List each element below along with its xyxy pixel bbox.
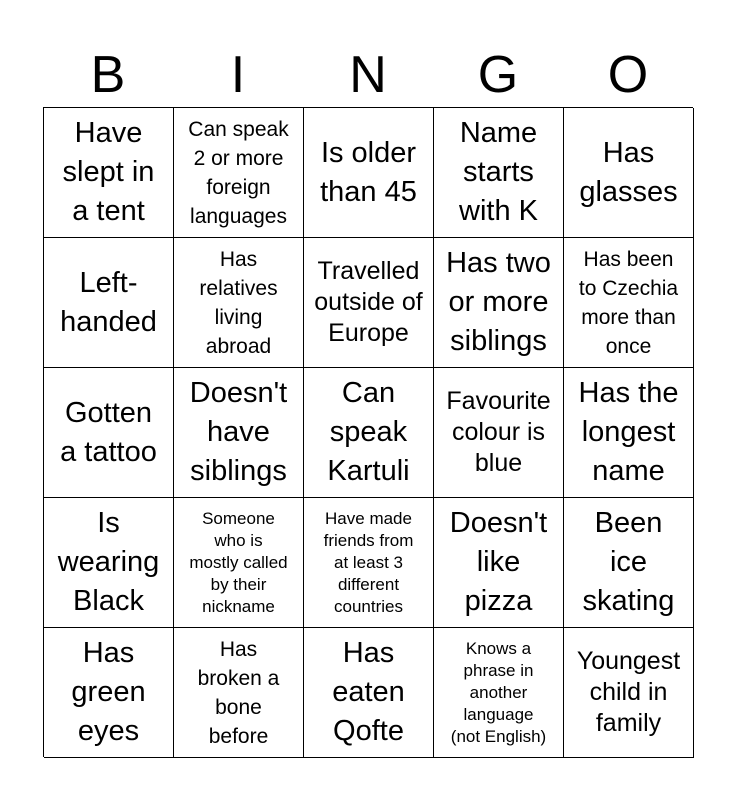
bingo-cell[interactable] xyxy=(44,108,174,238)
bingo-cell[interactable] xyxy=(174,498,304,628)
bingo-cell[interactable] xyxy=(304,628,434,758)
bingo-cell-text: Been ice skating xyxy=(582,507,675,617)
bingo-cell-text: Left- handed xyxy=(60,266,157,338)
bingo-cell[interactable] xyxy=(434,238,564,368)
bingo-cell[interactable] xyxy=(564,368,694,498)
bingo-cell-text: Favourite colour is blue xyxy=(446,387,551,477)
bingo-cell-text: Has green eyes xyxy=(71,637,146,747)
bingo-header xyxy=(43,44,693,106)
bingo-cell-text: Doesn't like pizza xyxy=(449,507,548,617)
bingo-cell-text: Has broken a bone before xyxy=(197,637,280,748)
header-letter-b: B xyxy=(90,46,126,104)
bingo-cell[interactable] xyxy=(564,238,694,368)
bingo-cell[interactable] xyxy=(304,498,434,628)
bingo-cell-text: Name starts with K xyxy=(459,117,538,227)
bingo-cell[interactable] xyxy=(434,628,564,758)
bingo-cell[interactable] xyxy=(44,628,174,758)
bingo-cell-text: Knows a phrase in another language (not English) xyxy=(450,638,547,746)
bingo-cell-text: Has glasses xyxy=(579,136,678,208)
bingo-cell-text: Gotten a tattoo xyxy=(60,396,157,468)
header-letter-i: I xyxy=(230,46,246,104)
bingo-cell-text: Doesn't have siblings xyxy=(189,377,288,487)
bingo-cell[interactable] xyxy=(564,628,694,758)
bingo-cell-text: Have made friends from at least 3 different countries xyxy=(323,508,414,616)
bingo-cell-text: Can speak 2 or more foreign languages xyxy=(188,117,289,228)
bingo-cell[interactable] xyxy=(174,368,304,498)
bingo-cell-text: Have slept in a tent xyxy=(62,117,155,227)
bingo-cell[interactable] xyxy=(174,238,304,368)
bingo-cell-text: Has the longest name xyxy=(578,377,679,487)
bingo-cell-text: Can speak Kartuli xyxy=(327,377,410,487)
bingo-cell[interactable] xyxy=(304,238,434,368)
bingo-cell[interactable] xyxy=(564,108,694,238)
header-letter-g: G xyxy=(477,46,519,104)
bingo-cell-text: Is older than 45 xyxy=(320,136,417,208)
bingo-cell[interactable] xyxy=(304,368,434,498)
bingo-cell-text: Has two or more siblings xyxy=(446,247,551,357)
bingo-cell[interactable] xyxy=(304,108,434,238)
bingo-cell-text: Has eaten Qofte xyxy=(332,637,405,747)
bingo-cell-text: Someone who is mostly called by their nickname xyxy=(189,508,288,616)
bingo-cell[interactable] xyxy=(434,108,564,238)
bingo-cell[interactable] xyxy=(434,498,564,628)
bingo-cell[interactable] xyxy=(564,498,694,628)
bingo-cell-text: Has relatives living abroad xyxy=(199,247,278,358)
bingo-cell[interactable] xyxy=(44,238,174,368)
bingo-cell[interactable] xyxy=(44,368,174,498)
bingo-cell[interactable] xyxy=(434,368,564,498)
bingo-grid xyxy=(43,107,693,757)
bingo-cell-text: Has been to Czechia more than once xyxy=(578,247,679,358)
bingo-cell[interactable] xyxy=(44,498,174,628)
bingo-cell-text: Travelled outside of Europe xyxy=(314,257,423,347)
bingo-cell-text: Is wearing Black xyxy=(57,507,160,617)
header-letter-o: O xyxy=(607,46,649,104)
bingo-cell[interactable] xyxy=(174,108,304,238)
header-letter-n: N xyxy=(349,46,387,104)
bingo-cell[interactable] xyxy=(174,628,304,758)
bingo-cell-text: Youngest child in family xyxy=(576,647,681,737)
